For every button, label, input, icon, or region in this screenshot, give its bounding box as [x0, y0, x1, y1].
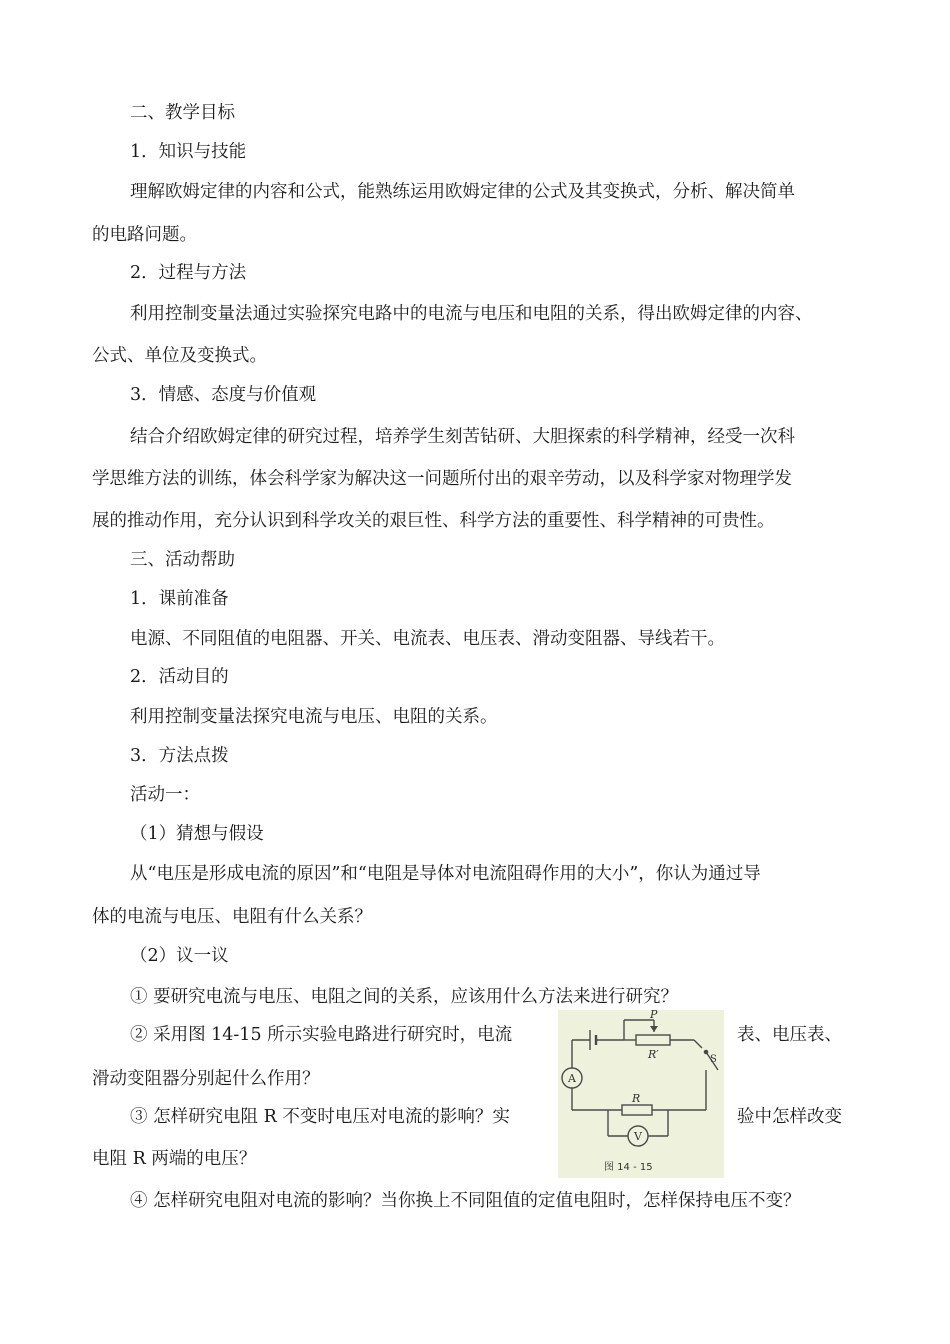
section-heading-objectives: 二、教学目标 — [130, 103, 235, 123]
paragraph-line: 电源、不同阻值的电阻器、开关、电流表、电压表、滑动变阻器、导线若干。 — [130, 629, 725, 649]
question-3-part2: 验中怎样改变 — [737, 1107, 842, 1127]
paragraph-line: 学思维方法的训练，体会科学家为解决这一问题所付出的艰辛劳动，以及科学家对物理学发 — [92, 469, 792, 489]
question-4: ④ 怎样研究电阻对电流的影响？当你换上不同阻值的定值电阻时，怎样保持电压不变？ — [130, 1191, 801, 1211]
paragraph-line: 的电路问题。 — [92, 225, 197, 245]
figure-caption: 图 14 - 15 — [604, 1162, 653, 1173]
paragraph-line: 展的推动作用，充分认识到科学攻关的艰巨性、科学方法的重要性、科学精神的可贵性。 — [92, 511, 775, 531]
question-3-line2: 电阻 R 两端的电压？ — [92, 1149, 257, 1169]
activity-label: 活动一： — [130, 785, 200, 805]
subsection-title-guess: （1）猜想与假设 — [130, 824, 264, 844]
circuit-diagram — [558, 1010, 724, 1178]
section-heading-activities: 三、活动帮助 — [130, 550, 235, 570]
question-2-part2: 表、电压表、 — [737, 1025, 842, 1045]
rheostat-resistor — [636, 1035, 670, 1045]
paragraph-line: 利用控制变量法通过实验探究电路中的电流与电压和电阻的关系，得出欧姆定律的内容、 — [130, 304, 813, 324]
item-title-method: 3．方法点拨 — [130, 746, 229, 766]
paragraph-line: 理解欧姆定律的内容和公式，能熟练运用欧姆定律的公式及其变换式，分析、解决简单 — [130, 182, 795, 202]
item-title-process: 2．过程与方法 — [130, 263, 247, 283]
subsection-title-discuss: （2）议一议 — [130, 946, 229, 966]
item-title-goal: 2．活动目的 — [130, 667, 229, 687]
question-2-part1: ② 采用图 14-15 所示实验电路进行研究时，电流 — [130, 1025, 513, 1045]
item-title-attitude: 3．情感、态度与价值观 — [130, 385, 317, 405]
question-3-part1: ③ 怎样研究电阻 R 不变时电压对电流的影响？实 — [130, 1107, 510, 1127]
resistor-r — [622, 1105, 652, 1115]
paragraph-line: 体的电流与电压、电阻有什么关系？ — [92, 907, 372, 927]
paragraph-line: 公式、单位及变换式。 — [92, 346, 267, 366]
circuit-figure — [558, 1010, 724, 1178]
question-2-line2: 滑动变阻器分别起什么作用？ — [92, 1069, 320, 1089]
label-r: R — [632, 1092, 641, 1105]
label-v: V — [634, 1130, 642, 1143]
slider-arrow — [650, 1026, 658, 1032]
paragraph-line: 结合介绍欧姆定律的研究过程，培养学生刻苦钻研、大胆探索的科学精神，经受一次科 — [130, 427, 795, 447]
paragraph-line: 利用控制变量法探究电流与电压、电阻的关系。 — [130, 707, 498, 727]
label-s: S — [710, 1054, 717, 1065]
label-r-prime: R′ — [648, 1048, 659, 1061]
label-p: P — [650, 1010, 658, 1021]
label-a: A — [568, 1072, 576, 1085]
paragraph-line: 从“电压是形成电流的原因”和“电阻是导体对电流阻碍作用的大小”，你认为通过导 — [130, 864, 761, 884]
question-1: ① 要研究电流与电压、电阻之间的关系，应该用什么方法来进行研究？ — [130, 987, 679, 1007]
item-title-preparation: 1．课前准备 — [130, 589, 229, 609]
item-title-knowledge: 1．知识与技能 — [130, 142, 247, 162]
